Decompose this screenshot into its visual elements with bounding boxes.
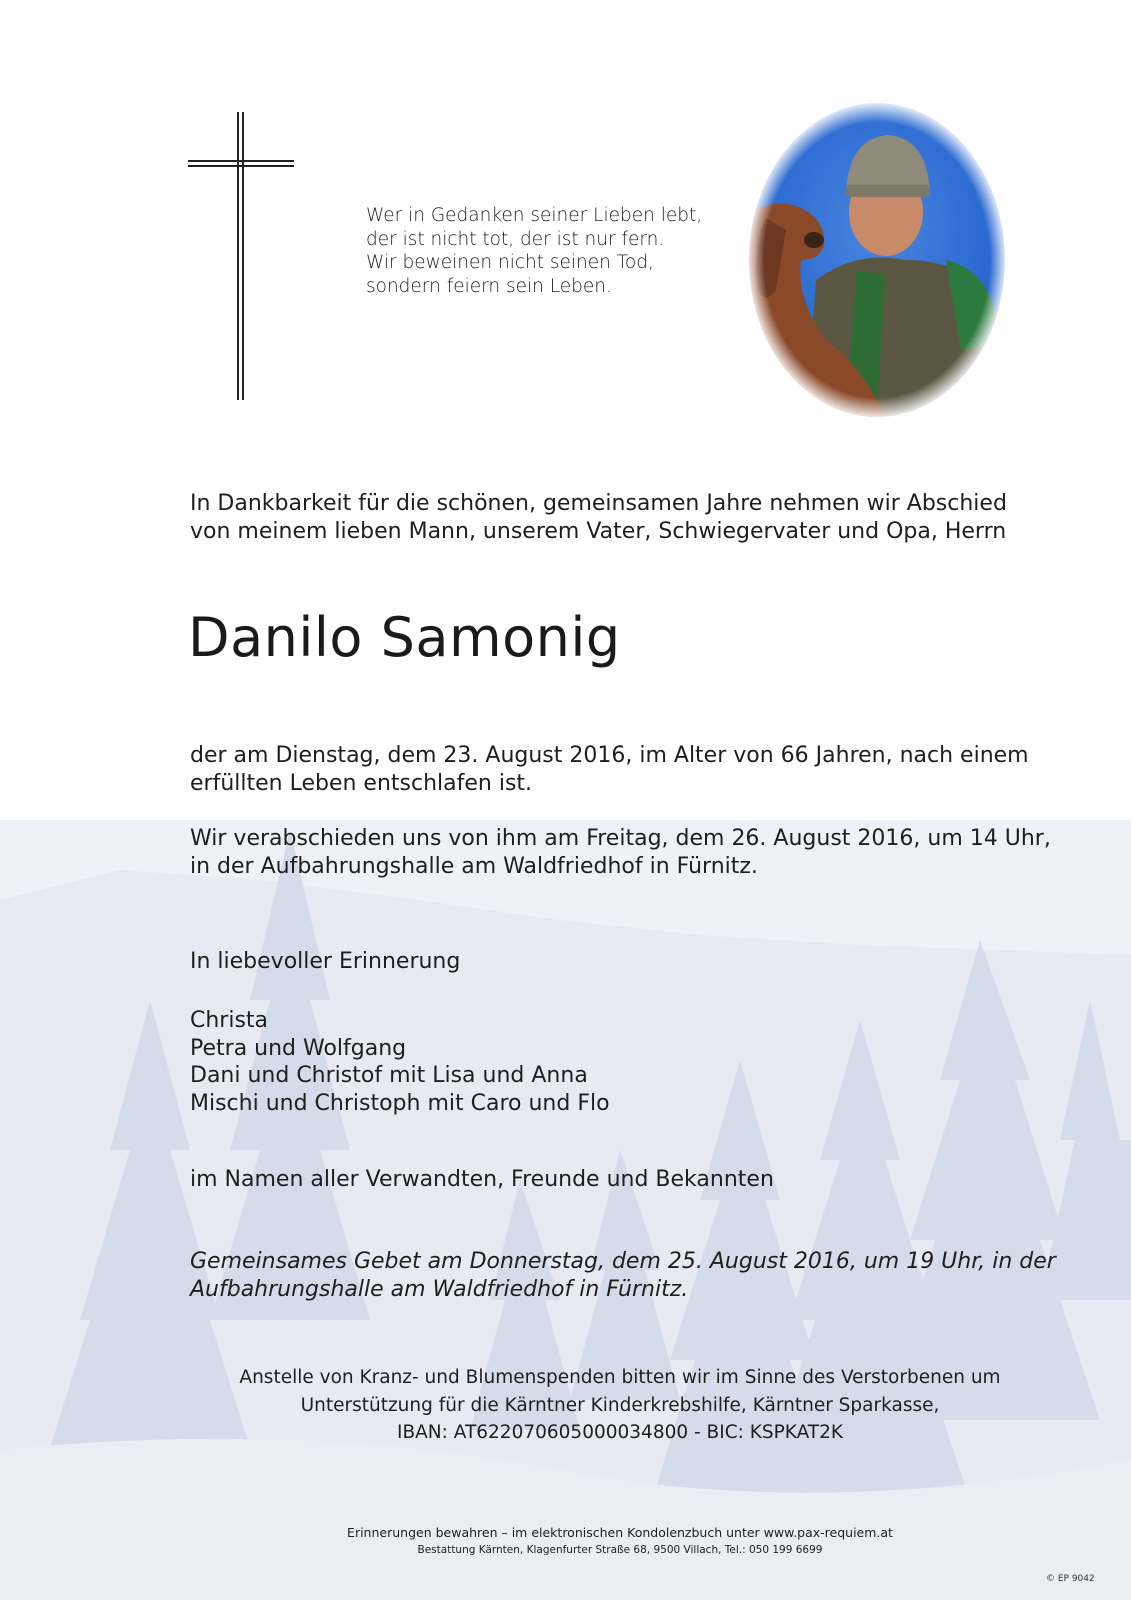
footer — [190, 1524, 1050, 1558]
family-member: Petra und Wolfgang — [190, 1035, 407, 1061]
family-member: Dani und Christof mit Lisa und Anna — [190, 1063, 588, 1088]
death-notice-line: erfüllten Leben entschlafen ist. — [190, 770, 533, 796]
donation-line: Anstelle von Kranz- und Blumenspenden bitten wir im Sinne des Verstorbenen um — [239, 1367, 1001, 1388]
donation-line: IBAN: AT622070605000034800 - BIC: KSPKAT2K — [396, 1422, 843, 1443]
footer-condolence-line: Erinnerungen bewahren – im elektronischen Kondolenzbuch unter www.pax-requiem.at — [347, 1525, 893, 1540]
farewell-line: Wir verabschieden uns von ihm am Freitag, dem 26. August 2016, um 14 Uhr, — [190, 826, 1051, 851]
memory-line: In liebevoller Erinnerung — [190, 949, 461, 974]
relatives-line: im Namen aller Verwandten, Freunde und Bekannten — [190, 1167, 774, 1192]
intro-line: In Dankbarkeit für die schönen, gemeinsamen Jahre nehmen wir Abschied — [190, 491, 1007, 516]
donation-notice — [190, 1364, 1050, 1447]
donation-line: Unterstützung für die Kärntner Kinderkrebshilfe, Kärntner Sparkasse, — [300, 1394, 940, 1416]
farewell-notice — [190, 825, 1070, 880]
death-notice-line: der am Dienstag, dem 23. August 2016, im Alter von 66 Jahren, nach einem — [190, 743, 1029, 768]
family-member: Mischi und Christoph mit Caro und Flo — [190, 1090, 610, 1116]
footer-undertaker-line: Bestattung Kärnten, Klagenfurter Straße 68, 9500 Villach, Tel.: 050 199 6699 — [417, 1544, 823, 1556]
verse-line: der ist nicht tot, der ist nur fern. — [366, 228, 665, 250]
deceased-name: Danilo Samonig — [188, 606, 621, 669]
prayer-notice — [190, 1248, 1070, 1303]
verse-line: Wir beweinen nicht seinen Tod, — [366, 252, 654, 273]
prayer-line: Gemeinsames Gebet am Donnerstag, dem 25. August 2016, um 19 Uhr, in der — [190, 1249, 1056, 1274]
verse-line: Wer in Gedanken seiner Lieben lebt, — [366, 205, 703, 226]
cross-icon — [188, 112, 294, 400]
intro-text — [190, 490, 1070, 545]
farewell-line: in der Aufbahrungshalle am Waldfriedhof in Fürnitz. — [190, 853, 758, 879]
death-notice — [190, 742, 1070, 797]
family-member: Christa — [190, 1008, 269, 1033]
family-list — [190, 1007, 1070, 1117]
print-code: © EP 9042 — [1046, 1574, 1095, 1584]
verse-line: sondern feiern sein Leben. — [366, 275, 612, 297]
portrait-photo — [746, 100, 1008, 420]
prayer-line: Aufbahrungshalle am Waldfriedhof in Fürnitz. — [190, 1276, 689, 1302]
memorial-verse — [366, 204, 746, 298]
intro-line: von meinem lieben Mann, unserem Vater, Schwiegervater und Opa, Herrn — [190, 518, 1007, 544]
